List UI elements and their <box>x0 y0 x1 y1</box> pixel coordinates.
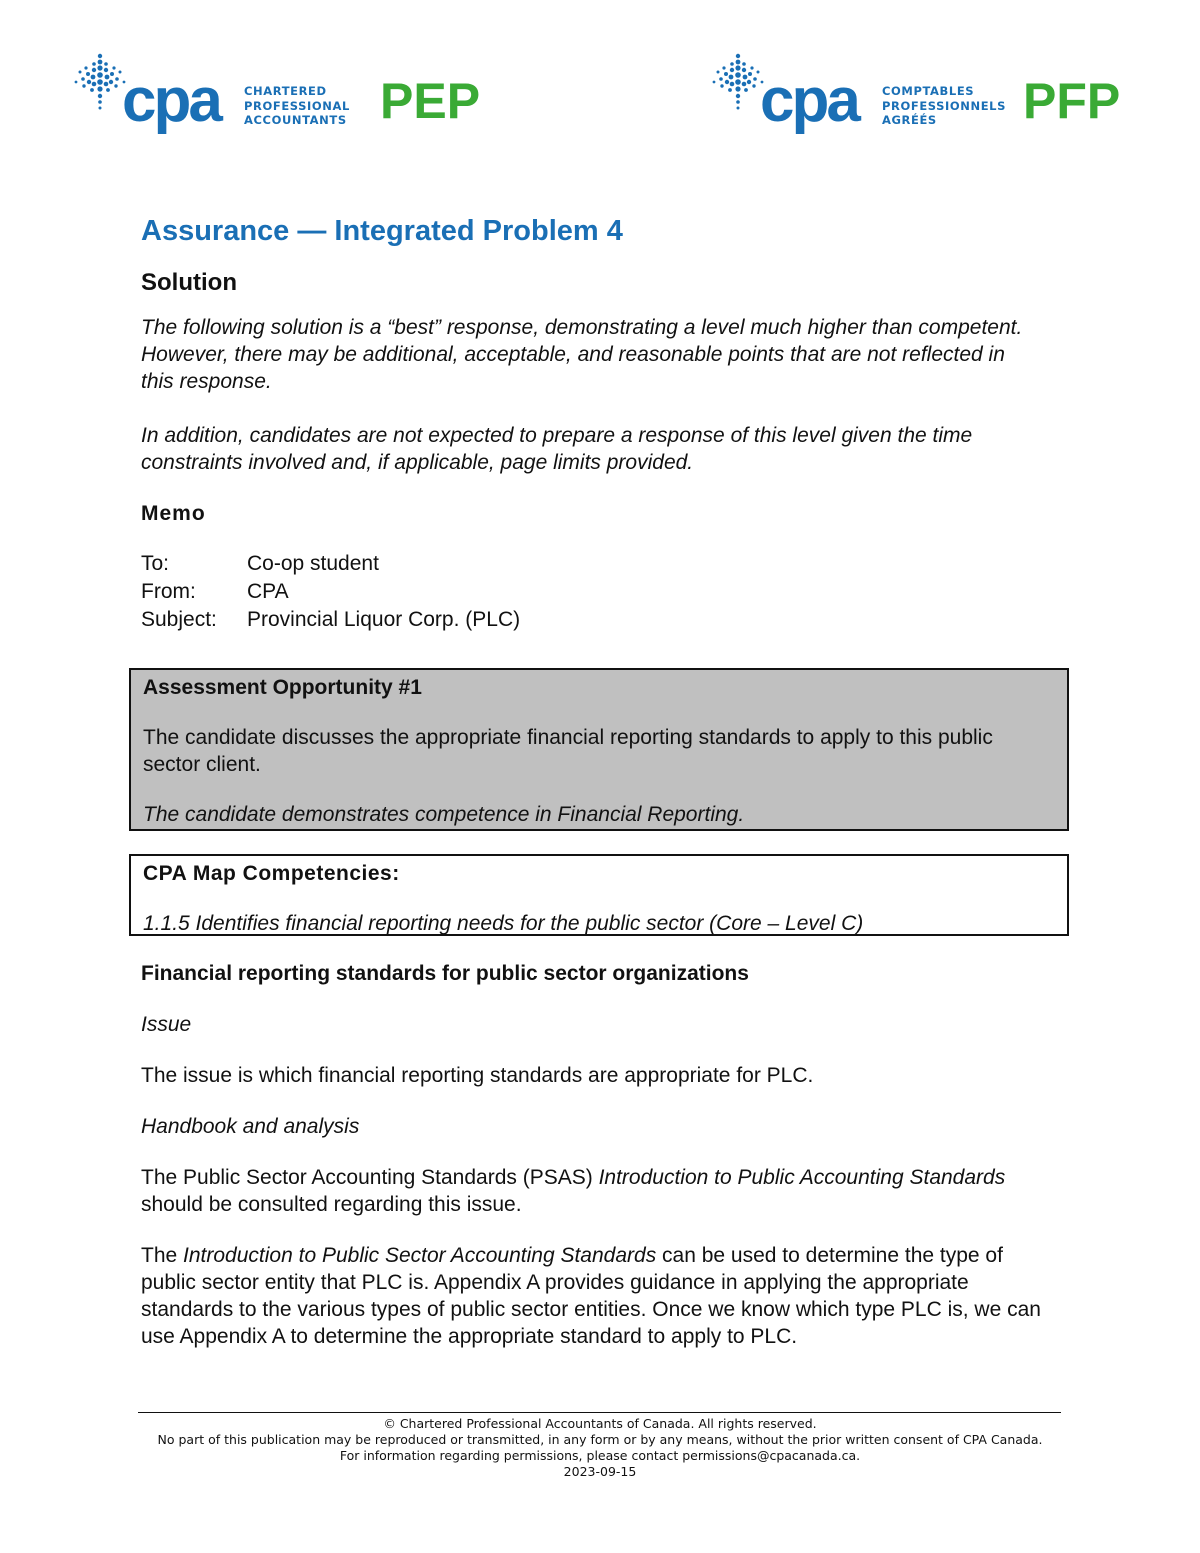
cpa-wordmark: cpa <box>760 66 858 135</box>
memo-row <box>141 550 520 578</box>
maple-leaf-icon <box>72 52 128 112</box>
assessment-competence: The candidate demonstrates competence in Financial Reporting. <box>143 803 745 826</box>
maple-leaf-icon <box>710 52 766 112</box>
cpa-tagline: CHARTERED PROFESSIONAL ACCOUNTANTS <box>244 84 350 127</box>
competency-heading: CPA Map Competencies: <box>143 862 400 885</box>
memo-heading: Memo <box>141 502 206 525</box>
memo-header-table <box>141 550 520 634</box>
memo-value: Provincial Liquor Corp. (PLC) <box>247 608 521 631</box>
memo-row <box>141 578 520 606</box>
intro-paragraph: In addition, candidates are not expected to prepare a response of this level given the time constraints involved and, if applicable, page limits provided. <box>141 424 973 474</box>
assessment-text: The candidate discusses the appropriate financial reporting standards to apply to this public sector client. <box>143 726 993 776</box>
analysis-section <box>141 960 1046 1350</box>
footer-permissions: For information regarding permissions, please contact permissions@cpacanada.ca. <box>339 1448 861 1463</box>
memo-value: Co-op student <box>247 552 379 575</box>
footer-divider <box>138 1412 1061 1413</box>
competency-box <box>129 854 1069 936</box>
footer-notice: No part of this publication may be reproduced or transmitted, in any form or by any means, without the prior written consent of CPA Canada. <box>157 1432 1043 1447</box>
program-label: PFP <box>1023 73 1121 129</box>
cpa-pep-logo <box>72 52 492 142</box>
memo-label: Subject: <box>141 608 217 631</box>
memo-label: To: <box>141 552 170 575</box>
memo-label: From: <box>141 580 196 603</box>
document-title: Assurance — Integrated Problem 4 <box>141 215 623 247</box>
memo-row <box>141 606 520 634</box>
analysis-paragraph: The Public Sector Accounting Standards (PSAS) Introduction to Public Accounting Standards should be consulted regarding this issue. <box>141 1166 1006 1216</box>
issue-text: The issue is which financial reporting standards are appropriate for PLC. <box>141 1064 814 1087</box>
footer-copyright: © Chartered Professional Accountants of Canada. All rights reserved. <box>383 1416 817 1431</box>
assessment-heading: Assessment Opportunity #1 <box>143 676 422 699</box>
program-label: PEP <box>380 73 481 129</box>
footer-date: 2023-09-15 <box>563 1464 637 1479</box>
footer <box>100 1416 1100 1480</box>
intro-paragraph: The following solution is a “best” response, demonstrating a level much higher than competent. However, there may be additional, acceptable, and reasonable points that are not reflected in this response. <box>141 316 1023 393</box>
analysis-paragraph: The Introduction to Public Sector Accounting Standards can be used to determine the type of public sector entity that PLC is. Appendix A provides guidance in applying the appropriate standards to the various types of public sector entities. Once we know which type PLC is, we can use Appendix A to determine the appropriate standard to apply to PLC. <box>141 1244 1041 1348</box>
document-body <box>141 210 1041 634</box>
issue-label: Issue <box>141 1013 192 1036</box>
cpa-tagline: COMPTABLES PROFESSIONNELS AGRÉÉS <box>882 84 1006 127</box>
assessment-opportunity-box <box>129 668 1069 831</box>
memo-value: CPA <box>247 580 289 603</box>
section-heading: Financial reporting standards for public sector organizations <box>141 962 749 985</box>
cpa-wordmark: cpa <box>122 66 220 135</box>
competency-text: 1.1.5 Identifies financial reporting needs for the public sector (Core – Level C) <box>143 912 864 935</box>
analysis-label: Handbook and analysis <box>141 1115 360 1138</box>
solution-heading: Solution <box>141 269 237 296</box>
cpa-pfp-logo <box>710 52 1130 142</box>
